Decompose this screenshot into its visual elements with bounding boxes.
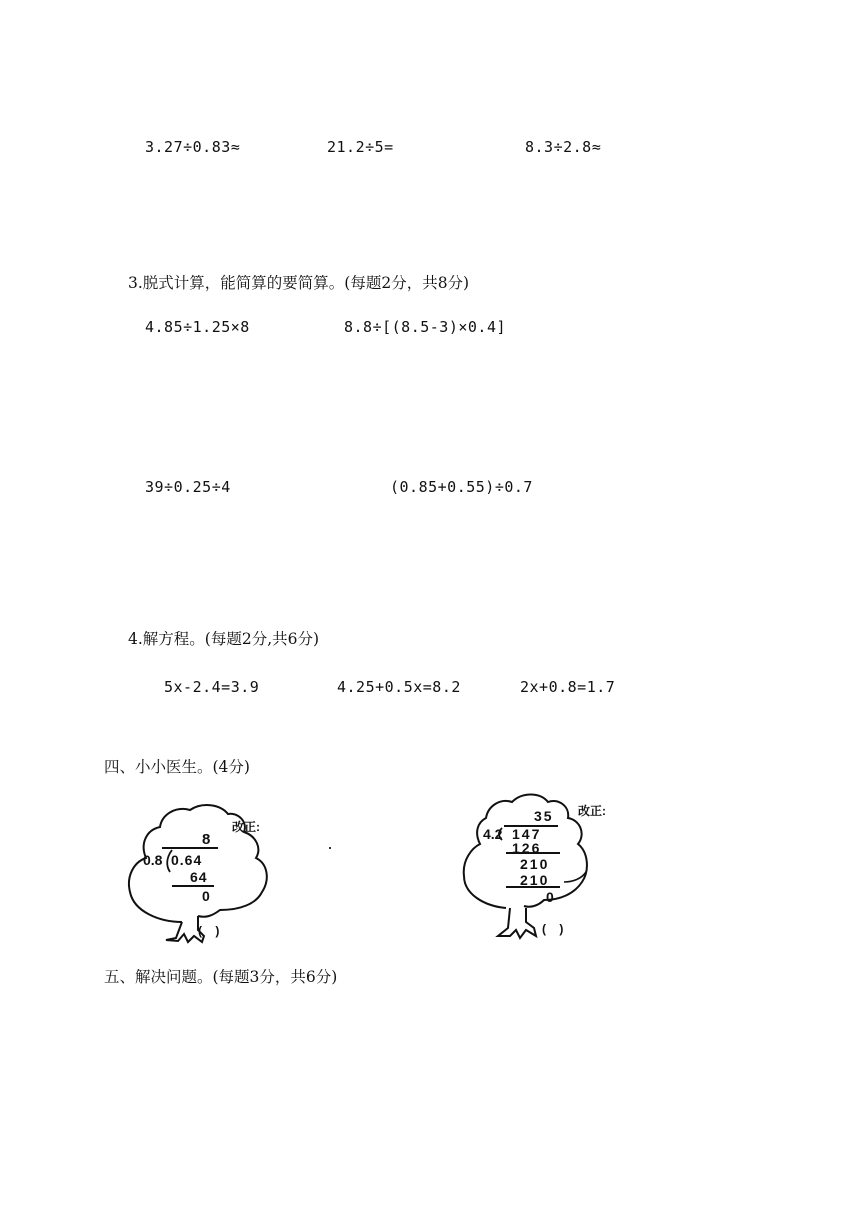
- tree2-step2: 210: [520, 856, 550, 872]
- tree1-remainder: 0: [202, 888, 210, 904]
- tree2-answer-paren: ( ): [542, 922, 564, 936]
- tree1-correct-label: 改正:: [232, 820, 260, 834]
- tree1-quotient: 8: [202, 831, 211, 848]
- tree1-answer-paren: ( ): [198, 924, 220, 938]
- calc-item-3: 8.3÷2.8≈: [525, 138, 602, 156]
- tree2-divisor: 4.2: [483, 826, 503, 842]
- stray-dot: [329, 847, 331, 849]
- q4-equation-3: 2x+0.8=1.7: [520, 678, 616, 696]
- tree-figure-2: [458, 790, 618, 945]
- q3-expr-4: (0.85+0.55)÷0.7: [390, 478, 533, 496]
- q3-expr-2: 8.8÷[(8.5-3)×0.4]: [344, 318, 507, 336]
- tree1-dividend: 0.64: [171, 852, 203, 868]
- q3-expr-1: 4.85÷1.25×8: [145, 318, 250, 336]
- calc-item-1: 3.27÷0.83≈: [145, 138, 241, 156]
- q4-equation-1: 5x-2.4=3.9: [164, 678, 260, 696]
- tree2-step1: 126: [512, 840, 542, 856]
- q4-equation-2: 4.25+0.5x=8.2: [337, 678, 461, 696]
- tree-figure-1: [120, 800, 290, 945]
- part4-heading: 四、小小医生。(4分): [104, 758, 250, 776]
- part5-heading: 五、解决问题。(每题3分，共6分): [104, 968, 338, 986]
- tree2-dividend: 147: [512, 826, 542, 842]
- tree2-quotient: 35: [534, 808, 554, 824]
- q3-expr-3: 39÷0.25÷4: [145, 478, 231, 496]
- tree1-product: 64: [190, 869, 208, 885]
- tree2-correct-label: 改正:: [578, 804, 606, 818]
- q3-heading: 3.脱式计算，能简算的要简算。(每题2分，共8分): [128, 274, 470, 292]
- calc-item-2: 21.2÷5=: [327, 138, 394, 156]
- tree1-divisor: 0.8: [143, 852, 163, 868]
- tree2-step3: 210: [520, 872, 550, 888]
- tree2-remainder: 0: [546, 889, 554, 905]
- q4-heading: 4.解方程。(每题2分,共6分): [128, 630, 320, 648]
